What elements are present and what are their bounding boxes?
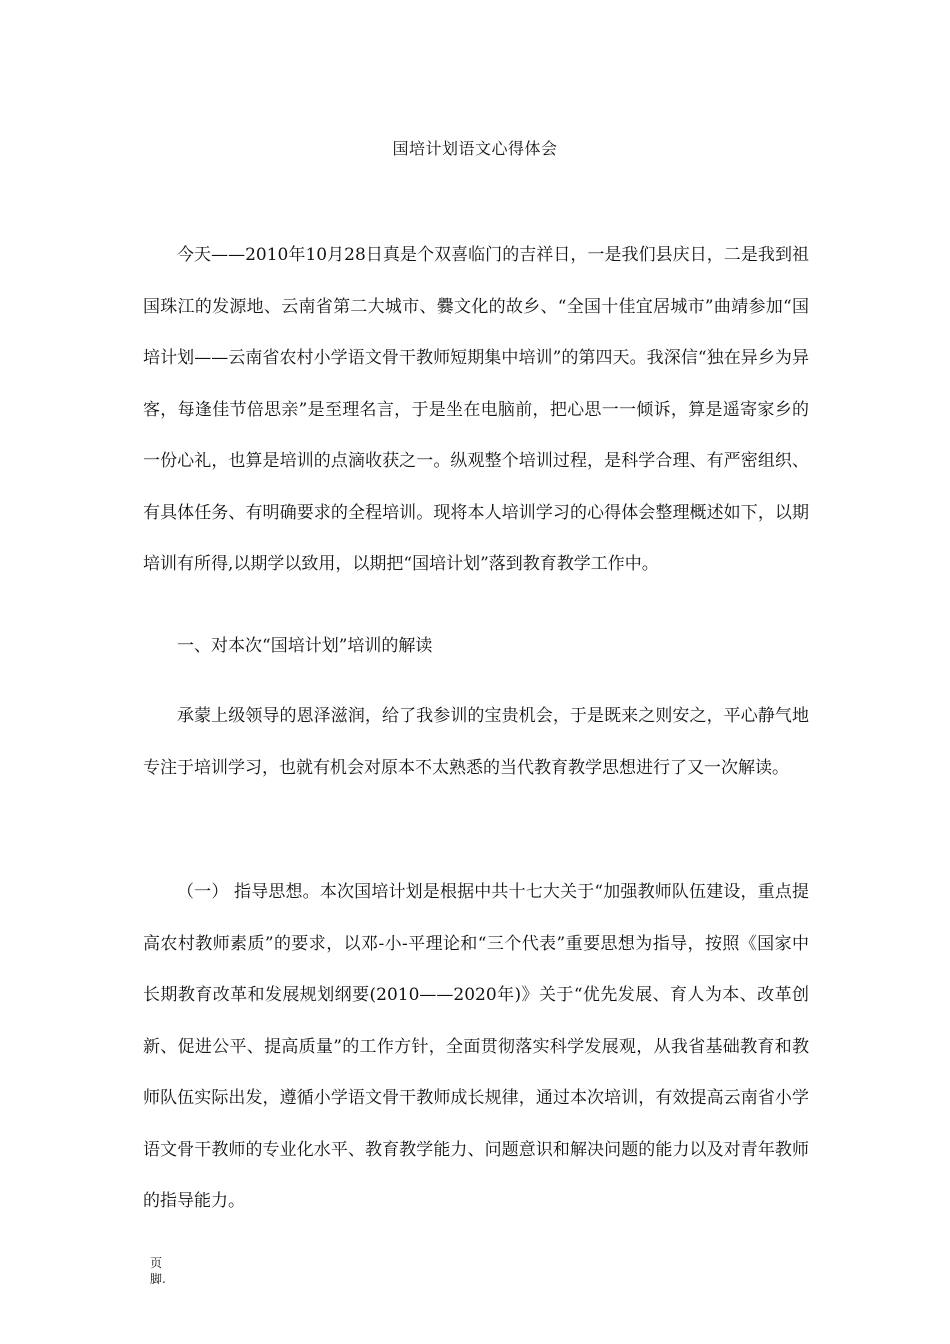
page-footer <box>150 1255 190 1287</box>
footer-line-2: 脚. <box>150 1272 166 1286</box>
section-paragraph-1: 承蒙上级领导的恩泽滋润，给了我参训的宝贵机会，于是既来之则安之，平心静气地专注于培训学习，也就有机会对原本不太熟悉的当代教育教学思想进行了又一次解读。 <box>143 706 809 778</box>
intro-paragraph: 今天——2010年10月28日真是个双喜临门的吉祥日，一是我们县庆日，二是我到祖国珠江的发源地、云南省第二大城市、爨文化的故乡、“全国十佳宜居城市”曲靖参加“国培计划——云南省农村小学语文骨干教师短期集中培训”的第四天。我深信“独在异乡为异客，每逢佳节倍思亲”是至理名言，于是坐在电脑前，把心思一一倾诉，算是遥寄家乡的一份心礼，也算是培训的点滴收获之一。纵观整个培训过程，是科学合理、有严密组织、有具体任务、有明确要求的全程培训。现将本人培训学习的心得体会整理概述如下，以期培训有所得,以期学以致用，以期把“国培计划”落到教育教学工作中。 <box>143 245 809 574</box>
document-title: 国培计划语文心得体会 <box>392 139 558 158</box>
footer-line-1: 页 <box>150 1256 163 1270</box>
section-heading: 一、对本次“国培计划”培训的解读 <box>177 636 433 656</box>
section-paragraph-2: （一） 指导思想。本次国培计划是根据中共十七大关于“加强教师队伍建设，重点提高农村教师素质”的要求，以邓-小-平理论和“三个代表”重要思想为指导，按照《国家中长期教育改革和发展规划纲要(2010——2020年)》关于“优先发展、育人为本、改革创新、促进公平、提高质量”的工作方针，全面贯彻落实科学发展观，从我省基础教育和教师队伍实际出发，遵循小学语文骨干教师成长规律，通过本次培训，有效提高云南省小学语文骨干教师的专业化水平、教育教学能力、问题意识和解决问题的能力以及对青年教师的指导能力。 <box>143 882 809 1211</box>
